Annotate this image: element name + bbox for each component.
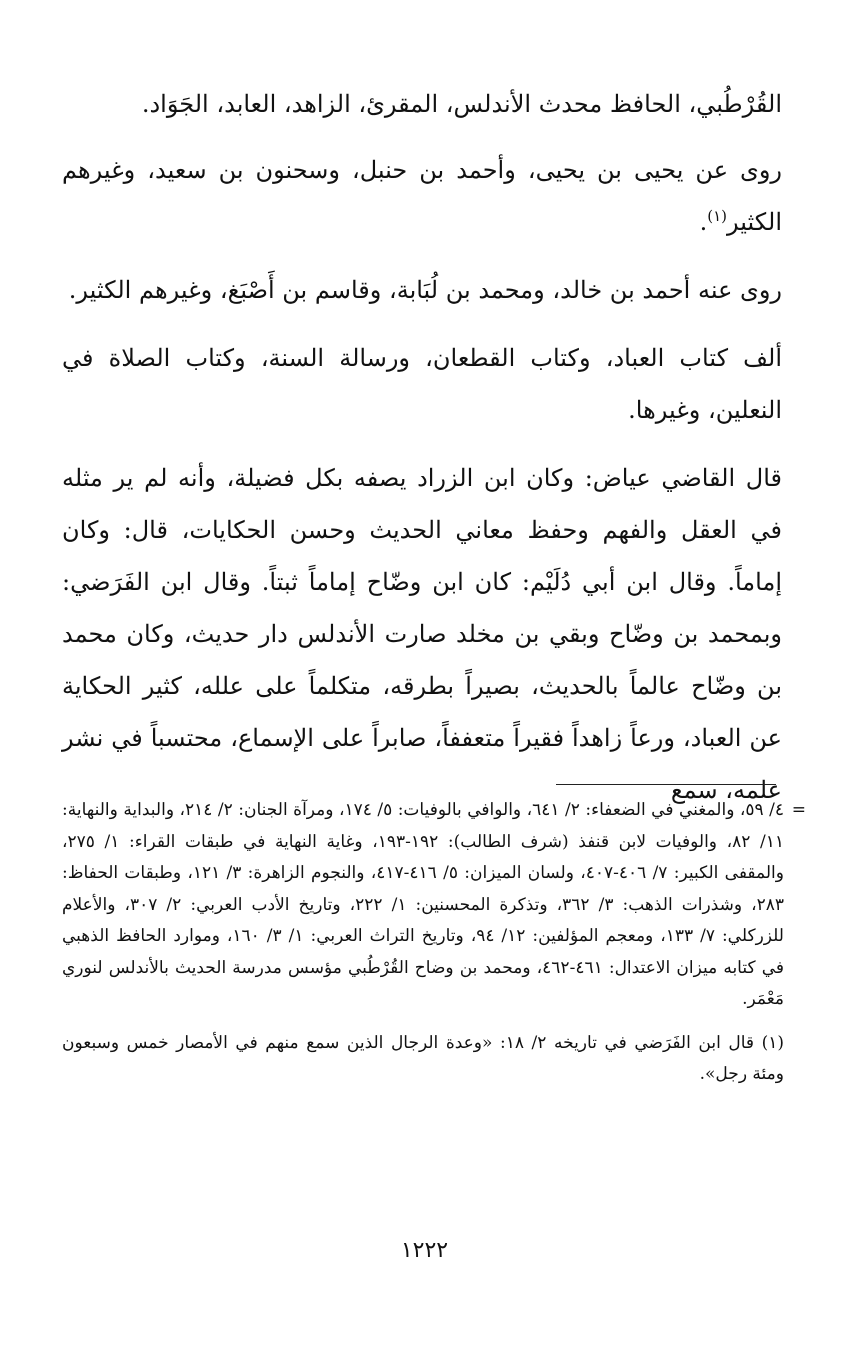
paragraph-works: ألف كتاب العباد، وكتاب القطعان، ورسالة السنة، وكتاب الصلاة في النعلين، وغيرها.: [62, 344, 782, 424]
paragraph-nisba: القُرْطُبي، الحافظ محدث الأندلس، المقرئ، الزاهد، العابد، الجَوَاد.: [141, 90, 782, 118]
page-number: ١٢٢٢: [400, 1238, 449, 1263]
footnote-1: (١) قال ابن الفَرَضي في تاريخه ٢/ ١٨: «وعدة الرجال الذين سمع منهم في الأمصار خمس وسبعون ومئة رجل».: [62, 1032, 784, 1084]
footnote-continuation-text: ٤/ ٥٩، والمغني في الضعفاء: ٢/ ٦٤١، والوافي بالوفيات: ٥/ ١٧٤، ومرآة الجنان: ٢/ ٢١٤، والبداية والنهاية: ١١/ ٨٢، والوفيات لابن قنفذ (شرف الطالب): ١٩٢-١٩٣، وغاية النهاية في طبقات القراء: ١/ ٢٧٥، والمقفى الكبير: ٧/ ٤٠٦-٤٠٧، ولسان الميزان: ٥/ ٤١٦-٤١٧، والنجوم الزاهرة: ٣/ ١٢١، وطبقات الحفاظ: ٢٨٣، وشذرات الذهب: ٣/ ٣٦٢، وتذكرة المحسنين: ١/ ٢٢٢، وتاريخ الأدب العربي: ٢/ ٣٠٧، والأعلام للزركلي: ٧/ ١٣٣، ومعجم المؤلفين: ١٢/ ٩٤، وتاريخ التراث العربي: ١/ ٣/ ١٦٠، وموارد الحافظ الذهبي في كتابه ميزان الاعتدال: ٤٦١-٤٦٢، ومحمد بن وضاح القُرْطُبي مؤسس مدرسة الحديث بالأندلس لنوري مَعْمَر.: [62, 800, 785, 1009]
paragraph-narrated-from-text: روى عن يحيى بن يحيى، وأحمد بن حنبل، وسحنون بن سعيد، وغيرهم الكثير: [62, 156, 782, 236]
paragraph-narrated-by: روى عنه أحمد بن خالد، ومحمد بن لُبَابة، وقاسم بن أَصْبَغ، وغيرهم الكثير.: [68, 276, 782, 304]
footnotes-section: [62, 795, 806, 1091]
footnote-reference-1[interactable]: (١): [707, 207, 728, 225]
paragraph-narrated-from-end: .: [699, 208, 708, 236]
main-text: [62, 78, 782, 832]
continuation-marker: =: [791, 800, 806, 820]
paragraph-praise: قال القاضي عياض: وكان ابن الزراد يصفه بكل فضيلة، وأنه لم ير مثله في العقل والفهم وحفظ معاني الحديث وحسن الحكايات، قال: وكان إماماً. وقال ابن أبي دُلَيْم: كان ابن وضّاح إماماً ثبتاً. وقال ابن الفَرَضي: وبمحمد بن وضّاح وبقي بن مخلد صارت الأندلس دار حديث، وكان محمد بن وضّاح عالماً بالحديث، بصيراً بطرقه، متكلماً على علله، كثير الحكاية عن العباد، ورعاً زاهداً فقيراً متعففاً، صابراً على الإسماع، محتسباً في نشر علمه، سمع: [62, 464, 782, 804]
footnote-divider: [556, 784, 776, 785]
paragraph-narrated-from: [62, 144, 782, 248]
footnote-continuation: [62, 795, 806, 1016]
